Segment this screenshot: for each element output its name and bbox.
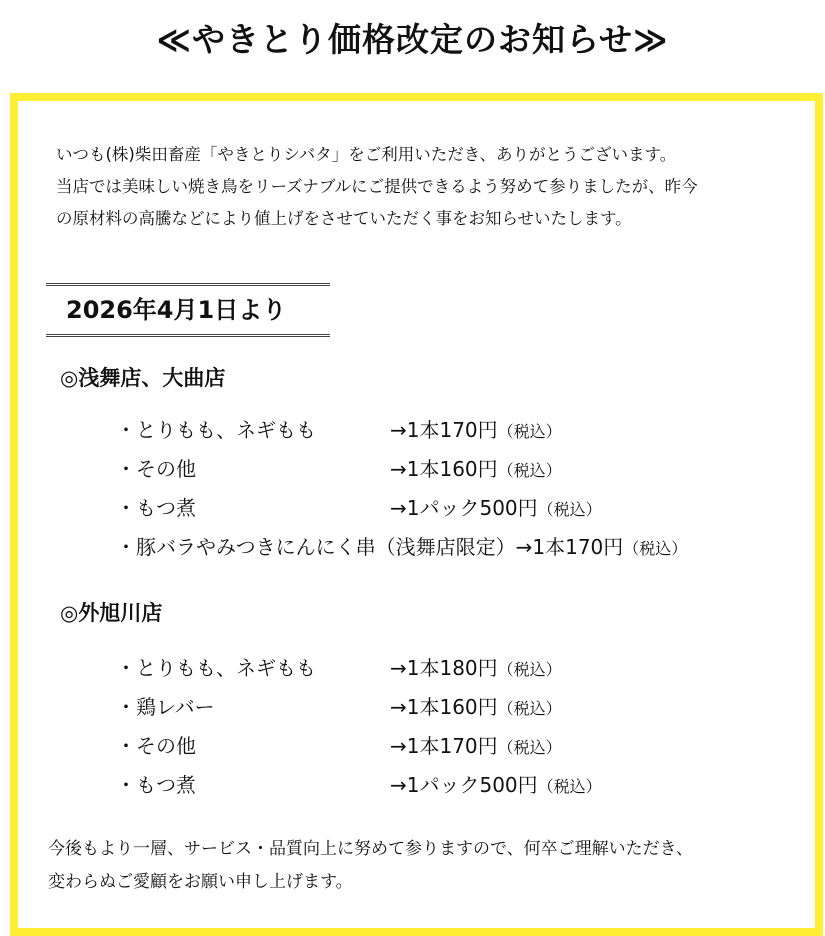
item-name: ・とりもも、ネギもも — [116, 418, 316, 442]
closing-text — [48, 833, 798, 899]
page-title: ≪やきとり価格改定のお知らせ≫ — [156, 20, 669, 59]
closing-line: 変わらぬご愛顧をお願い申し上げます。 — [48, 872, 353, 892]
tax-label: （税込） — [537, 777, 602, 796]
item-price — [390, 450, 562, 490]
intro-line: 当店では美味しい焼き鳥をリーズナブルにご提供できるよう努めて参りましたが、昨今 — [56, 177, 698, 196]
effective-date-banner — [46, 283, 330, 337]
price-value: →1本160円 — [390, 695, 498, 719]
item-name: ・もつ煮 — [116, 496, 196, 520]
intro-line: の原材料の高騰などにより値上げをさせていただく事をお知らせいたします。 — [56, 209, 632, 228]
store-heading-sotoasahikawa: ◎外旭川店 — [60, 601, 163, 625]
notice-frame — [10, 93, 823, 936]
item-name: ・もつ煮 — [116, 773, 196, 797]
effective-date: 2026年4月1日より — [66, 296, 287, 324]
intro-line: いつも(株)柴田畜産「やきとりシバタ」をご利用いただき、ありがとうございます。 — [56, 145, 677, 164]
item-name: ・とりもも、ネギもも — [116, 656, 316, 680]
price-value: →1本170円 — [390, 734, 498, 758]
item-name: ・鶏レバー — [116, 695, 215, 719]
item-price — [390, 649, 562, 689]
tax-label: （税込） — [497, 422, 562, 441]
item-name: ・その他 — [116, 457, 196, 481]
price-value: →1パック500円 — [390, 496, 538, 520]
tax-label: （税込） — [497, 461, 562, 480]
tax-label: （税込） — [497, 699, 562, 718]
tax-label: （税込） — [497, 738, 562, 757]
item-price — [390, 489, 602, 529]
tax-label: （税込） — [623, 539, 688, 558]
item-price — [390, 411, 562, 451]
item-name: ・その他 — [116, 734, 196, 758]
tax-label: （税込） — [497, 660, 562, 679]
closing-line: 今後もより一層、サービス・品質向上に努めて参りますので、何卒ご理解いただき、 — [48, 839, 693, 859]
price-value: →1本170円 — [515, 535, 624, 559]
item-price — [390, 766, 602, 806]
price-row-limited — [116, 528, 687, 566]
item-price — [390, 688, 562, 728]
store-heading-asamai-omagari: ◎浅舞店、大曲店 — [60, 366, 226, 390]
item-price — [516, 535, 688, 559]
price-value: →1本170円 — [390, 418, 498, 442]
item-price — [390, 727, 562, 767]
price-value: →1本180円 — [390, 656, 498, 680]
intro-text — [56, 139, 796, 235]
tax-label: （税込） — [537, 500, 602, 519]
item-name: ・豚バラやみつきにんにく串（浅舞店限定） — [116, 535, 516, 559]
price-value: →1本160円 — [390, 457, 498, 481]
price-value: →1パック500円 — [390, 773, 538, 797]
